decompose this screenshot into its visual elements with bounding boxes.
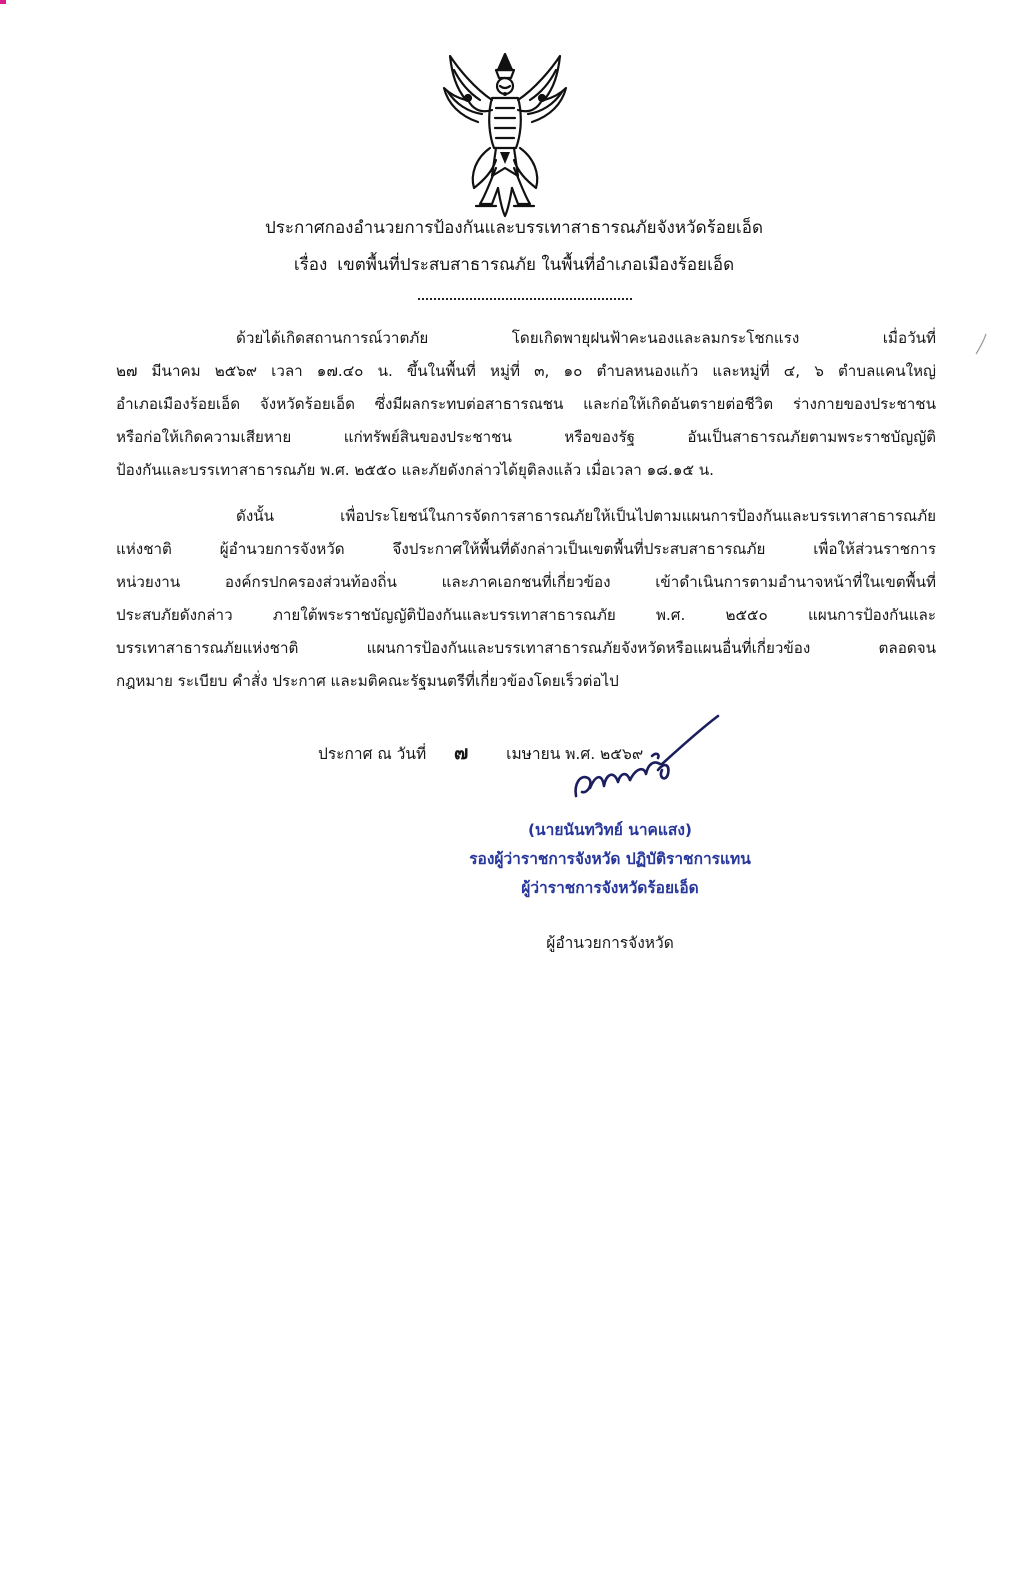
- paragraph-2-line: ดังนั้น เพื่อประโยชน์ในการจัดการสาธารณภัยให้เป็นไปตามแผนการป้องกันและบรรเทาสาธารณภัย: [236, 507, 936, 525]
- signatory-role: ผู้อำนวยการจังหวัด: [546, 934, 674, 952]
- paragraph-1-line: อำเภอเมืองร้อยเอ็ด จังหวัดร้อยเอ็ด ซึ่งมีผลกระทบต่อสาธารณชน และก่อให้เกิดอันตรายต่อชีวิต ร่างกายของประชาชน: [116, 395, 936, 413]
- handwritten-signature: [566, 708, 736, 808]
- paragraph-2: [116, 500, 936, 698]
- edge-mark: [0, 0, 6, 4]
- pen-mark: [972, 332, 990, 356]
- subject-label: เรื่อง: [293, 255, 328, 275]
- subject-text: เขตพื้นที่ประสบสาธารณภัย ในพื้นที่อำเภอเมืองร้อยเอ็ด: [337, 255, 735, 275]
- date-prefix: ประกาศ ณ วันที่: [318, 745, 427, 763]
- paragraph-1-line: หรือก่อให้เกิดความเสียหาย แก่ทรัพย์สินของประชาชน หรือของรัฐ อันเป็นสาธารณภัยตามพระราชบัญญัติ: [116, 428, 936, 446]
- paragraph-1: [116, 322, 936, 487]
- signatory-position: รองผู้ว่าราชการจังหวัด ปฏิบัติราชการแทน: [469, 850, 751, 868]
- paragraph-2-line: ประสบภัยดังกล่าว ภายใต้พระราชบัญญัติป้องกันและบรรเทาสาธารณภัย พ.ศ. ๒๕๕๐ แผนการป้องกันและ: [116, 606, 936, 624]
- paragraph-2-line: บรรเทาสาธารณภัยแห่งชาติ แผนการป้องกันและบรรเทาสาธารณภัยจังหวัดหรือแผนอื่นที่เกี่ยวข้อง ตลอดจน: [116, 639, 936, 657]
- paragraph-2-line: กฎหมาย ระเบียบ คำสั่ง ประกาศ และมติคณะรัฐมนตรีที่เกี่ยวข้องโดยเร็วต่อไป: [116, 672, 619, 690]
- announcement-title: ประกาศกองอำนวยการป้องกันและบรรเทาสาธารณภัยจังหวัดร้อยเอ็ด: [264, 218, 763, 238]
- paragraph-1-line: ป้องกันและบรรเทาสาธารณภัย พ.ศ. ๒๕๕๐ และภัยดังกล่าวได้ยุติลงแล้ว เมื่อเวลา ๑๘.๑๕ น.: [116, 461, 715, 479]
- paragraph-2-line: หน่วยงาน องค์กรปกครองส่วนท้องถิ่น และภาคเอกชนที่เกี่ยวข้อง เข้าดำเนินการตามอำนาจหน้าที่ในเขตพื้นที่: [116, 573, 936, 591]
- date-day: ๗: [454, 742, 469, 764]
- signatory-block: [440, 816, 780, 903]
- announcement-subject-line: [0, 253, 1028, 277]
- paragraph-1-line: ด้วยได้เกิดสถานการณ์วาตภัย โดยเกิดพายุฝนฟ้าคะนองและลมกระโชกแรง เมื่อวันที่: [236, 329, 936, 347]
- paragraph-1-line: ๒๗ มีนาคม ๒๕๖๙ เวลา ๑๗.๔๐ น. ขึ้นในพื้นที่ หมู่ที่ ๓, ๑๐ ตำบลหนองแก้ว และหมู่ที่ ๔, ๖ ตำบลแคนใหญ่: [116, 362, 936, 380]
- dotted-divider: [418, 298, 632, 300]
- signatory-name: (นายนันทวิทย์ นาคแสง): [527, 821, 693, 839]
- date-month-year: เมษายน พ.ศ. ๒๕๖๙: [506, 745, 644, 763]
- signatory-acting-for: ผู้ว่าราชการจังหวัดร้อยเอ็ด: [521, 879, 699, 897]
- garuda-emblem-icon: [440, 48, 570, 220]
- paragraph-2-line: แห่งชาติ ผู้อำนวยการจังหวัด จึงประกาศให้พื้นที่ดังกล่าวเป็นเขตพื้นที่ประสบสาธารณภัย เพื่อให้ส่วนราชการ: [116, 540, 936, 558]
